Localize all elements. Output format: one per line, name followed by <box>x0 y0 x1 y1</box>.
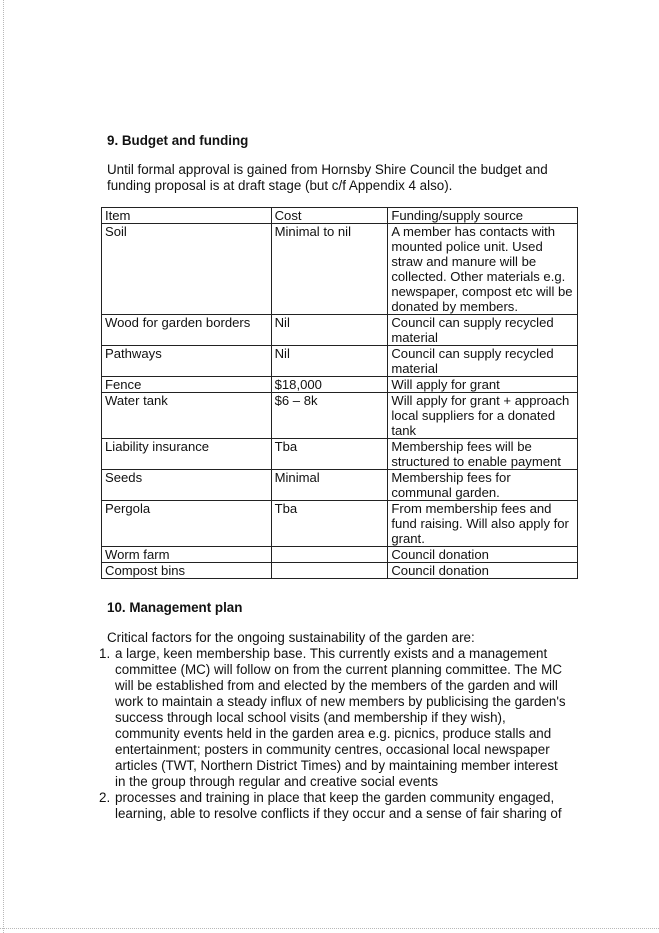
cell-item: Fence <box>102 377 272 393</box>
cell-funding-source: Council donation <box>388 563 578 579</box>
cell-item: Pathways <box>102 346 272 377</box>
cell-funding-source: Will apply for grant <box>388 377 578 393</box>
cell-cost: Minimal <box>271 470 388 501</box>
budget-intro: Until formal approval is gained from Hornsby Shire Council the budget and funding proposal is at draft stage (but c/f Appendix 4 also). <box>107 162 548 193</box>
list-item-text: a large, keen membership base. This currently exists and a management committee (MC) will follow on from the current planning committee. The MC will be established from and elected by the members of the garden and will work to maintain a steady influx of new members by publicising the garden's success through local school visits (and membership if they wish), community events held in the garden area e.g. picnics, produce stalls and entertainment; posters in community centres, occasional local newspaper articles (TWT, Northern District Times) and by maintaining member interest in the group through regular and creative social events <box>115 646 566 789</box>
budget-table <box>101 207 578 579</box>
page-left-edge <box>3 0 4 933</box>
cell-cost: Nil <box>271 346 388 377</box>
table-row <box>102 315 578 346</box>
table-row <box>102 470 578 501</box>
table-row <box>102 393 578 439</box>
cell-item: Seeds <box>102 470 272 501</box>
management-factors-list <box>99 646 569 822</box>
list-item <box>99 646 569 790</box>
cell-cost: $18,000 <box>271 377 388 393</box>
budget-heading: 9. Budget and funding <box>107 133 249 148</box>
table-row <box>102 547 578 563</box>
management-heading: 10. Management plan <box>107 600 243 615</box>
cell-item: Pergola <box>102 501 272 547</box>
header-cost: Cost <box>271 208 388 224</box>
cell-item: Wood for garden borders <box>102 315 272 346</box>
cell-funding-source: Council can supply recycled material <box>388 346 578 377</box>
cell-funding-source: A member has contacts with mounted police unit. Used straw and manure will be collected. Other materials e.g. newspaper, compost etc will be donated by members. <box>388 224 578 315</box>
table-row <box>102 501 578 547</box>
page-bottom-edge <box>0 928 659 929</box>
cell-item: Liability insurance <box>102 439 272 470</box>
cell-cost <box>271 547 388 563</box>
cell-item: Compost bins <box>102 563 272 579</box>
header-item: Item <box>102 208 272 224</box>
cell-cost: Tba <box>271 501 388 547</box>
list-item-number: 2. <box>99 790 111 805</box>
table-row <box>102 346 578 377</box>
cell-funding-source: Membership fees will be structured to enable payment <box>388 439 578 470</box>
budget-table-body <box>102 208 578 579</box>
list-item <box>99 790 569 822</box>
cell-funding-source: Council donation <box>388 547 578 563</box>
table-header-row <box>102 208 578 224</box>
cell-funding-source: From membership fees and fund raising. Will also apply for grant. <box>388 501 578 547</box>
cell-funding-source: Council can supply recycled material <box>388 315 578 346</box>
table-row <box>102 377 578 393</box>
cell-cost: Minimal to nil <box>271 224 388 315</box>
table-row <box>102 563 578 579</box>
cell-cost <box>271 563 388 579</box>
cell-cost: $6 – 8k <box>271 393 388 439</box>
list-item-number: 1. <box>99 646 111 661</box>
table-row <box>102 439 578 470</box>
list-item-text: processes and training in place that keep the garden community engaged, learning, able to resolve conflicts if they occur and a sense of fair sharing of <box>115 790 562 821</box>
table-row <box>102 224 578 315</box>
cell-funding-source: Will apply for grant + approach local suppliers for a donated tank <box>388 393 578 439</box>
cell-item: Soil <box>102 224 272 315</box>
header-funding-source: Funding/supply source <box>388 208 578 224</box>
cell-cost: Tba <box>271 439 388 470</box>
cell-item: Worm farm <box>102 547 272 563</box>
cell-funding-source: Membership fees for communal garden. <box>388 470 578 501</box>
management-intro: Critical factors for the ongoing sustainability of the garden are: <box>107 630 475 645</box>
cell-item: Water tank <box>102 393 272 439</box>
cell-cost: Nil <box>271 315 388 346</box>
